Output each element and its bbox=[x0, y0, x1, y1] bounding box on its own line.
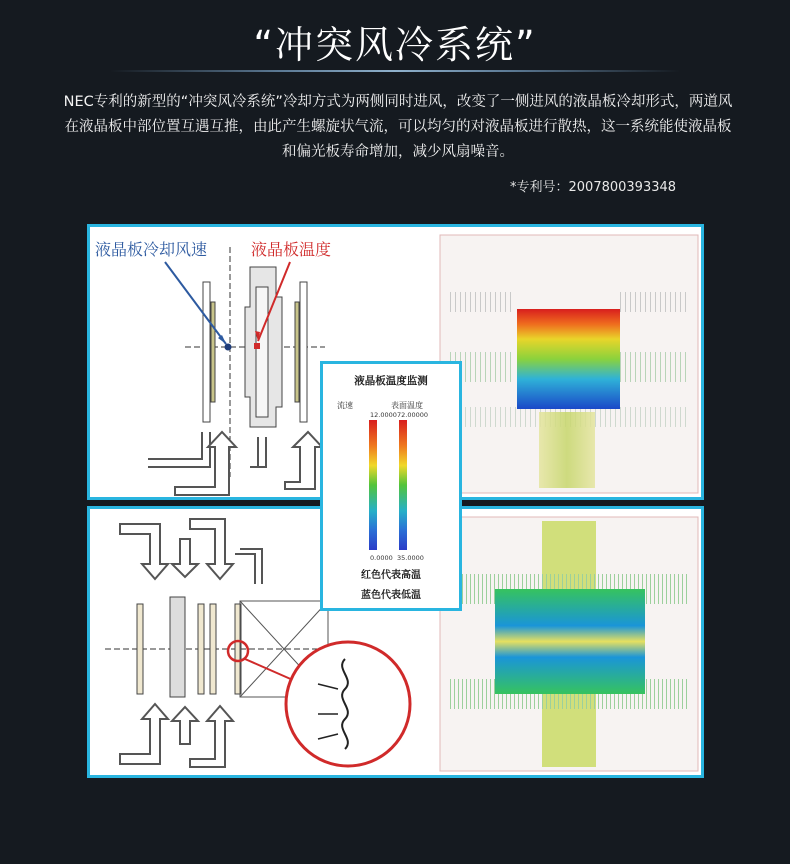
legend-col1-min: 0.0000 bbox=[370, 554, 393, 562]
legend-col1-label: 流速 bbox=[337, 401, 353, 410]
page-title: “冲突风冷系统” bbox=[253, 23, 537, 67]
label-airspeed: 液晶板冷却风速 bbox=[95, 240, 208, 259]
temperature-map bbox=[517, 309, 620, 409]
patent-number: *专利号：2007800393348 bbox=[510, 180, 677, 195]
label-temperature: 液晶板温度 bbox=[251, 240, 332, 259]
legend-note-blue: 蓝色代表低温 bbox=[361, 590, 421, 601]
description-text: NEC专利的新型的“冲突风冷系统”冷却方式为两侧同时进风，改变了一侧进风的液晶板冷却形式，两道风在液晶板中部位置互遇互推，由此产生螺旋状气流，可以均匀的对液晶板进行散热，这一系统能使液晶板和偏光板寿命增加，减少风扇噪音。 bbox=[63, 94, 733, 160]
legend-popup bbox=[320, 361, 462, 611]
legend-title: 液晶板温度监测 bbox=[354, 375, 428, 387]
legend-col2-max: 72.00000 bbox=[397, 411, 429, 419]
legend-col1-max: 12.0000 bbox=[370, 411, 397, 419]
title-underline bbox=[110, 70, 680, 72]
legend-col2-label: 表面温度 bbox=[391, 401, 423, 410]
color-scale-bars bbox=[323, 420, 459, 560]
legend-note-red: 红色代表高温 bbox=[361, 570, 421, 581]
collision-temperature-map bbox=[495, 589, 645, 694]
legend-col2-min: 35.0000 bbox=[397, 554, 424, 562]
